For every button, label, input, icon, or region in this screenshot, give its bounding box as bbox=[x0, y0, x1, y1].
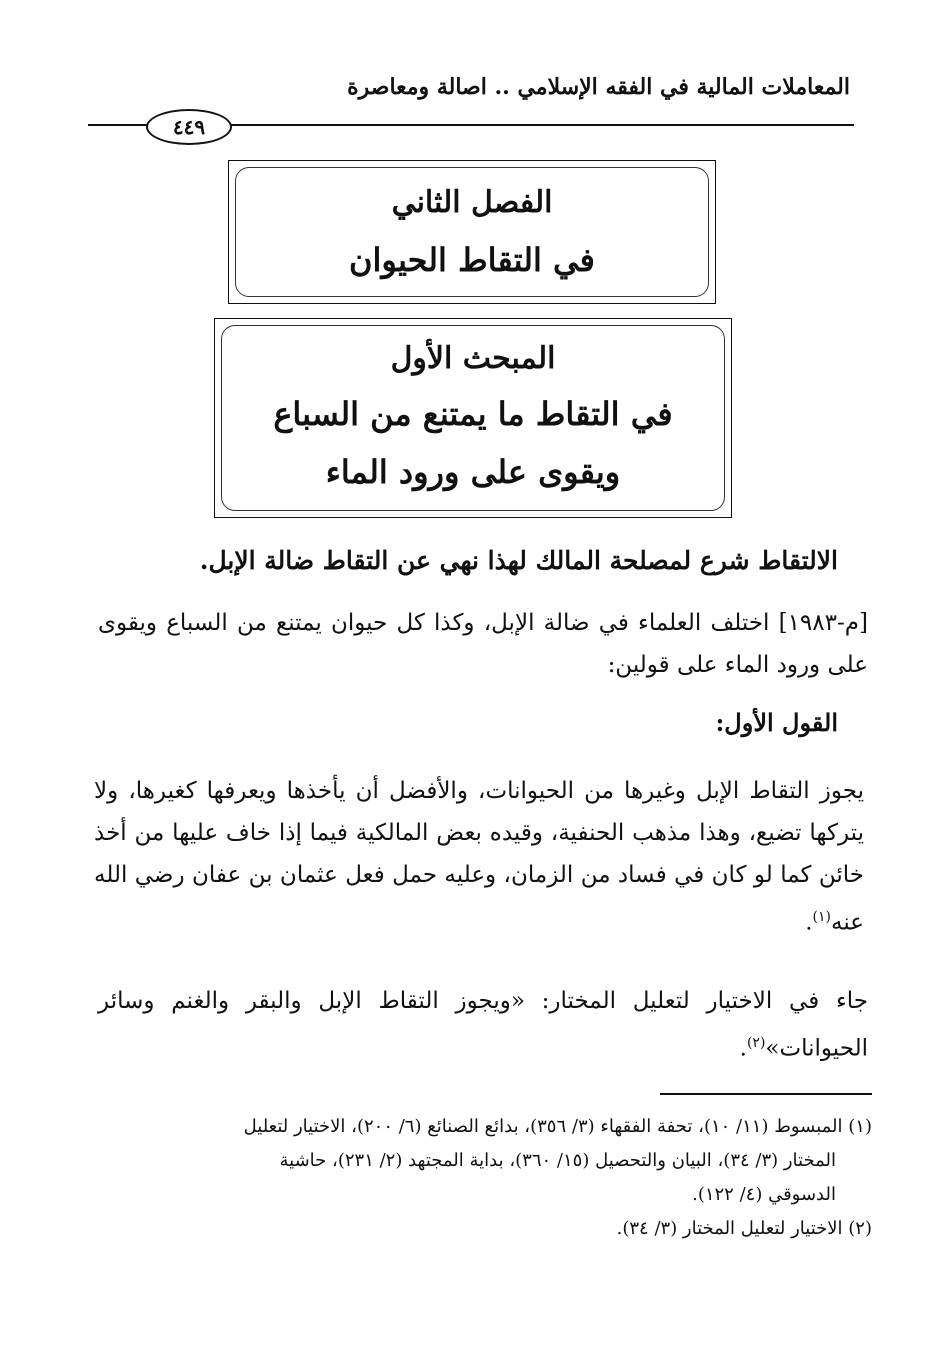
section-title: المبحث الأول bbox=[390, 341, 556, 376]
quote-end: . bbox=[739, 1035, 747, 1062]
footnotes bbox=[100, 1110, 872, 1246]
section-subtitle-line1: في التقاط ما يمتنع من السباع bbox=[273, 395, 673, 433]
issue-paragraph: [م-١٩٨٣] اختلف العلماء في ضالة الإبل، وكذا كل حيوان يمتنع من السباع ويقوى على ورود الماء على قولين: bbox=[98, 610, 868, 678]
intro-paragraph: الالتقاط شرع لمصلحة المالك لهذا نهي عن التقاط ضالة الإبل. bbox=[199, 546, 838, 575]
footnote-separator bbox=[660, 1093, 872, 1095]
first-opinion-heading: القول الأول: bbox=[715, 708, 838, 737]
footnote-1-line-2: المختار (٣/ ٣٤)، البيان والتحصيل (١٥/ ٣٦٠)، بداية المجتهد (٢/ ٢٣١)، حاشية bbox=[279, 1150, 836, 1171]
first-opinion-paragraph bbox=[94, 770, 864, 944]
quote-text: جاء في الاختيار لتعليل المختار: «ويجوز التقاط الإبل والبقر والغنم وسائر الحيوانات» bbox=[98, 988, 868, 1062]
first-opinion-end: . bbox=[805, 909, 813, 936]
footnote-2: (٢) الاختيار لتعليل المختار (٣/ ٣٤). bbox=[616, 1218, 872, 1239]
page-number: ٤٤٩ bbox=[146, 109, 232, 145]
footnote-1-line-1: (١) المبسوط (١١/ ١٠)، تحفة الفقهاء (٣/ ٣٥٦)، بدائع الصنائع (٦/ ٢٠٠)، الاختيار لتعليل bbox=[243, 1116, 872, 1137]
section-subtitle-line2: ويقوى على ورود الماء bbox=[325, 453, 621, 491]
footnote-ref-1[interactable]: (١) bbox=[812, 909, 831, 925]
chapter-subtitle: في التقاط الحيوان bbox=[349, 241, 595, 279]
footnote-1-line-3: الدسوقي (٤/ ١٢٢). bbox=[692, 1184, 836, 1205]
running-title: المعاملات المالية في الفقه الإسلامي .. اصالة ومعاصرة bbox=[347, 74, 850, 100]
chapter-title-box bbox=[228, 160, 716, 304]
chapter-title: الفصل الثاني bbox=[391, 185, 553, 220]
quote-paragraph bbox=[98, 980, 868, 1070]
first-opinion-text: يجوز التقاط الإبل وغيرها من الحيوانات، والأفضل أن يأخذها ويعرفها كغيرها، ولا يتركها تضيع، وهذا مذهب الحنفية، وقيده بعض المالكية فيما إذا خاف عليها من أخذ خائن كما لو كان في فساد من الزمان، وعليه حمل فعل عثمان بن عفان رضي الله عنه bbox=[94, 778, 864, 936]
footnote-ref-2[interactable]: (٢) bbox=[746, 1035, 766, 1051]
section-title-box bbox=[214, 318, 732, 518]
